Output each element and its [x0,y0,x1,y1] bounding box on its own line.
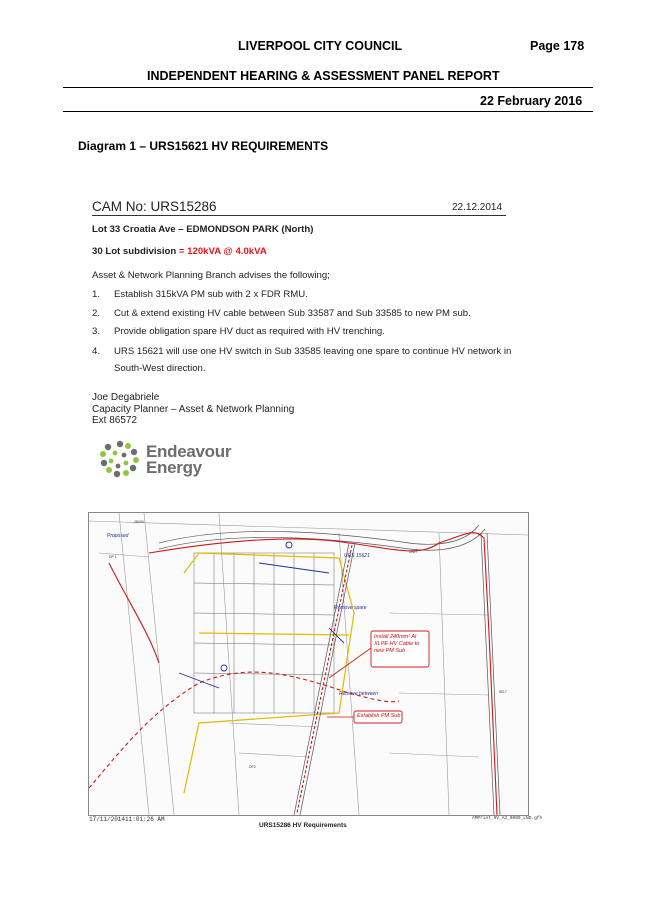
map-print-time: 11:01:26 AM [125,816,165,823]
site-address: Lot 33 Croatia Ave – EDMONDSON PARK (North) [92,224,314,235]
intro-text: Asset & Network Planning Branch advises the following; [92,270,330,281]
report-date: 22 February 2016 [480,94,583,108]
map-annotation-urs: URS 15621 [344,553,370,559]
requirements-list [92,289,532,384]
list-item: 4. URS 15621 will use one HV switch in Sub 33585 leaving one spare to continue HV network in South-West direction. [92,345,512,374]
header-rule-top [63,87,593,88]
report-title: INDEPENDENT HEARING & ASSESSMENT PANEL REPORT [147,69,500,83]
endeavour-logo [96,440,246,478]
subdivision-prefix: 30 Lot subdivision [92,246,177,257]
subdivision-line [92,246,267,257]
signatory-name: Joe Degabriele [92,392,160,403]
map-print-file: AMPrint_HV_A3_0000_LND.gfh [472,816,543,821]
svg-text:8017: 8017 [499,690,507,694]
map-annotation-proposed: Proposed [107,533,129,539]
signature-block [92,392,294,427]
svg-text:28200: 28200 [134,520,144,524]
diagram-title: Diagram 1 – URS15621 HV REQUIREMENTS [78,139,329,153]
logo-line-2: Energy [146,458,202,477]
svg-text:DP2: DP2 [249,765,256,769]
map-print-date: 17/11/2014 [89,816,126,823]
cam-number: CAM No: URS15286 [92,199,217,214]
map-annotation-install-cable: Install 240mm² Al XLPE HV Cable to new PM Sub [374,634,420,654]
map-annotation-establish-sub: Establish PM Sub [357,713,401,719]
subdivision-load: = 120kVA @ 4.0kVA [176,246,267,257]
council-name: LIVERPOOL CITY COUNCIL [238,39,403,53]
map-caption: URS15286 HV Requirements [259,822,347,829]
list-item: 1. Establish 315kVA PM sub with 2 x FDR RMU. [92,289,308,300]
page-number: Page 178 [530,39,585,53]
map-annotation-remove-between: Remove between [339,691,378,697]
cam-underline [92,215,506,216]
svg-text:UNIT: UNIT [409,550,418,554]
svg-text:DP 1: DP 1 [109,555,117,559]
signatory-ext: Ext 86572 [92,415,138,426]
hv-requirements-map [88,512,529,816]
logo-line-1: Endeavour [146,442,232,461]
site-plan-drawing [89,513,528,815]
endeavour-logo-mark-icon [96,440,144,478]
list-item: 2. Cut & extend existing HV cable between Sub 33587 and Sub 33585 to new PM sub. [92,307,471,319]
header-rule-bottom [63,111,593,112]
list-item: 3. Provide obligation spare HV duct as required with HV trenching. [92,326,385,337]
cam-date: 22.12.2014 [452,202,503,213]
signatory-role: Capacity Planner – Asset & Network Planning [92,403,295,415]
map-annotation-remove-spare: Remove spare [334,605,367,611]
